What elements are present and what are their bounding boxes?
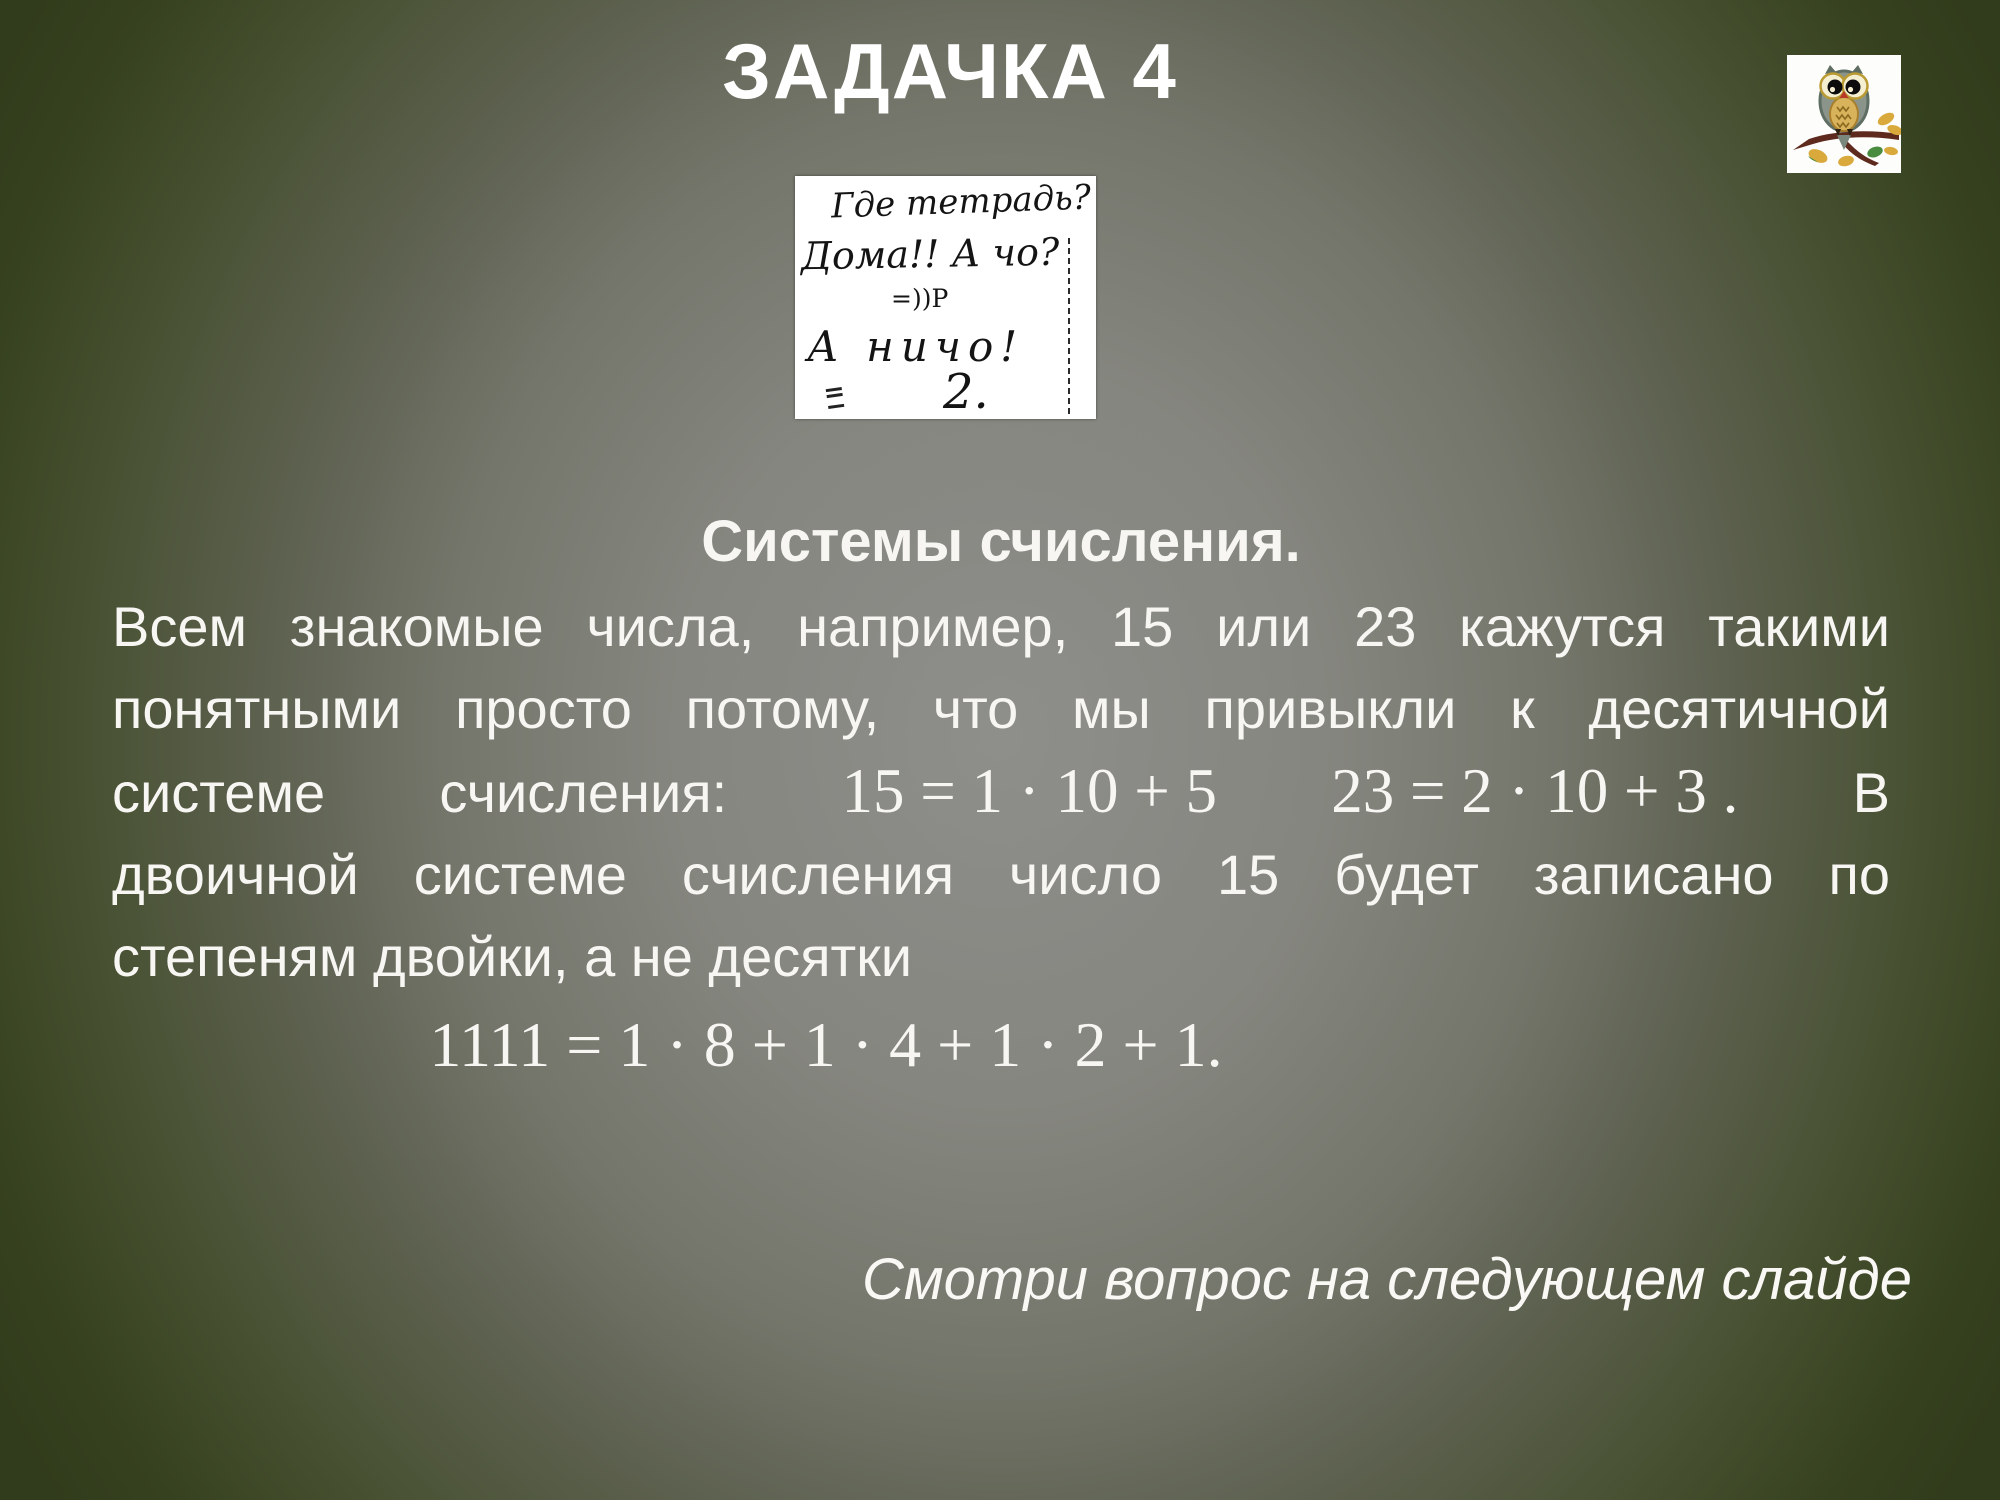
owl-icon — [1787, 55, 1901, 173]
owl-on-branch-image — [1787, 55, 1901, 173]
line3-word-3: В — [1852, 761, 1890, 824]
section-heading: Системы счисления. — [701, 509, 1301, 574]
paragraph-line-1: Всем знакомые числа, например, 15 или 23 кажутся такими — [112, 595, 1890, 658]
inline-formula-15: 15 = 1 · 10 + 5 — [841, 756, 1217, 826]
note-smudge-mark — [826, 387, 845, 409]
binary-expansion-formula: 1111 = 1 · 8 + 1 · 4 + 1 · 2 + 1. — [429, 1009, 1223, 1080]
inline-formula-23: 23 = 2 · 10 + 3 . — [1331, 756, 1739, 826]
note-line-reply: А ничо! — [807, 322, 1025, 371]
line3-word-1: системе — [112, 761, 326, 824]
paragraph-line-4: двоичной системе счисления число 15 будет записано по — [112, 843, 1890, 906]
paragraph-line-3 — [112, 750, 1890, 834]
footer-note: Смотри вопрос на следующем слайде — [861, 1247, 1912, 1312]
paragraph-line-5: степеням двойки, а не десятки — [112, 925, 912, 988]
note-line-answer: Дома!! А чо? — [800, 229, 1060, 279]
note-line-emoticon: =))Р — [891, 284, 949, 313]
note-grade: 2. — [943, 364, 989, 420]
line3-word-2: счисления: — [439, 761, 728, 824]
paragraph-line-2: понятными просто потому, что мы привыкли к десятичной — [112, 677, 1890, 740]
handwritten-note-image — [795, 176, 1096, 419]
slide-body — [112, 498, 1890, 1092]
slide-title: ЗАДАЧКА 4 — [722, 27, 1178, 115]
note-margin-line — [1068, 238, 1070, 414]
note-line-question: Где тетрадь? — [830, 177, 1092, 227]
